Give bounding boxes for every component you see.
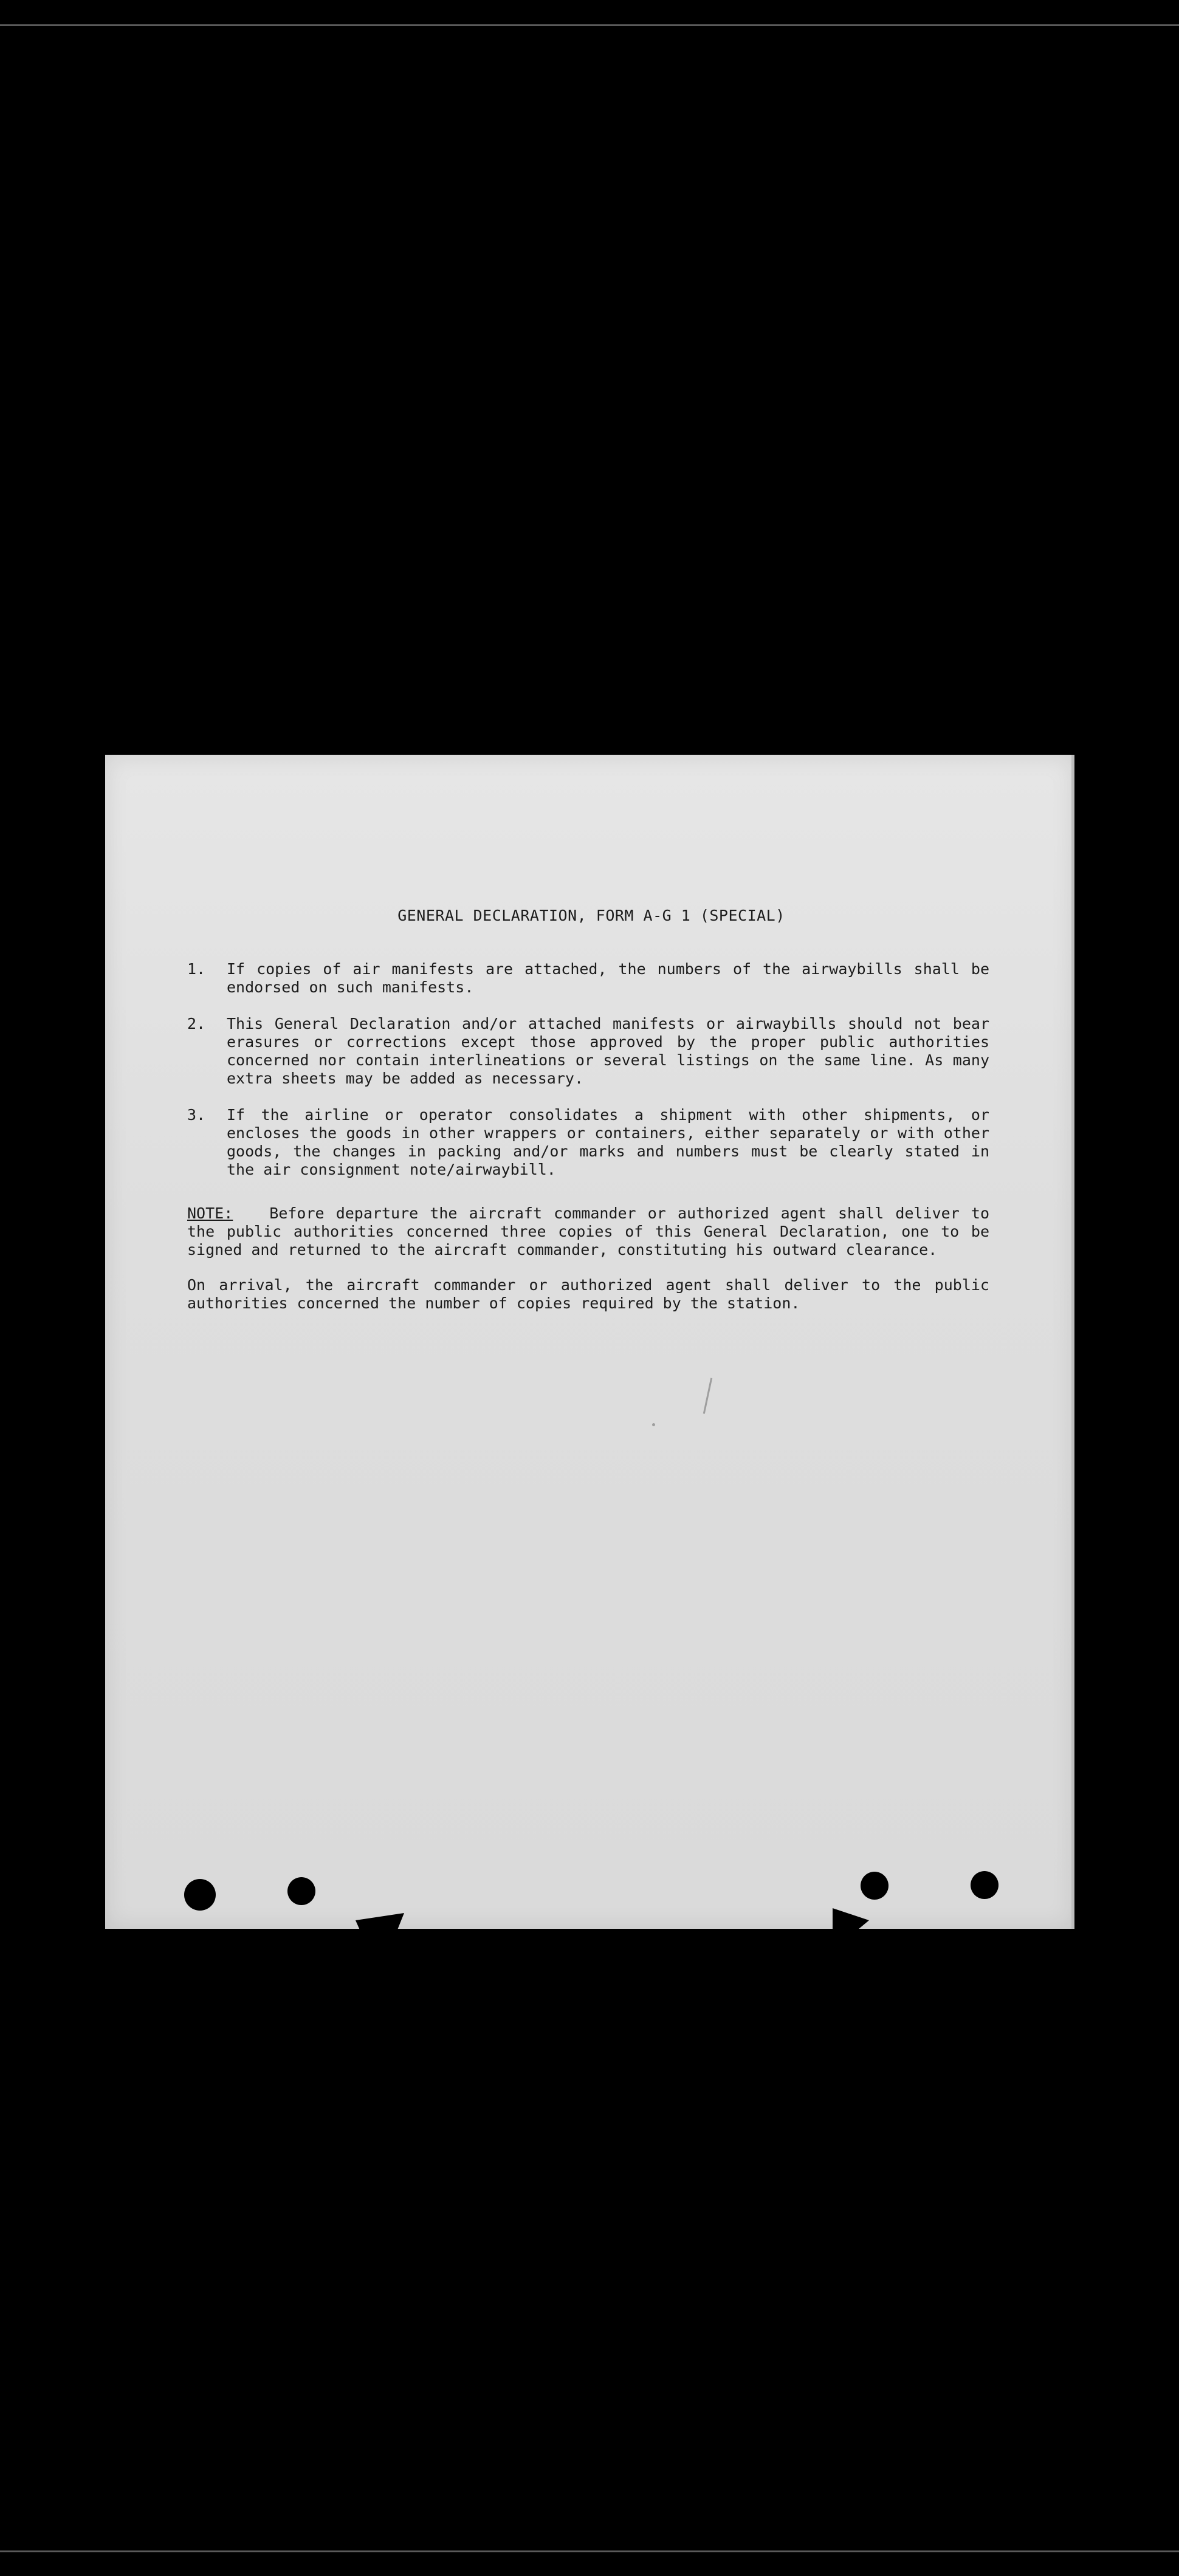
list-item xyxy=(187,960,989,997)
film-frame-bottom-line xyxy=(0,2550,1179,2552)
punch-hole-right-2 xyxy=(971,1871,999,1899)
punch-hole-left-1 xyxy=(184,1879,216,1911)
note-paragraph xyxy=(187,1204,989,1259)
list-item xyxy=(187,1106,989,1179)
item-number: 2. xyxy=(187,1015,206,1032)
film-frame-top-line xyxy=(0,24,1179,26)
scan-mark xyxy=(703,1378,712,1413)
item-text: This General Declaration and/or attached manifests or airwaybills should not bear erasures or corrections except those approved by the proper public authorities concerned nor contain interlineations or several listings on the same line. As many extra sheets may be added as necessary. xyxy=(227,1015,989,1087)
note-text: Before departure the aircraft commander or authorized agent shall deliver to the public authorities concerned three copies of this General Declaration, one to be signed and returned to the aircraft commander, constituting his outward clearance. xyxy=(187,1204,989,1259)
document-page xyxy=(105,755,1074,1929)
item-number: 3. xyxy=(187,1106,206,1124)
scan-mark xyxy=(652,1423,655,1426)
punch-hole-right-1 xyxy=(861,1872,889,1900)
item-text: If the airline or operator consolidates a shipment with other shipments, or encloses the goods in other wrappers or containers, either separately or with other goods, the changes in packing and/or marks and numbers must be clearly stated in the air consignment note/airwaybill. xyxy=(227,1106,989,1178)
page-right-edge xyxy=(1071,755,1074,1929)
punch-hole-left-2 xyxy=(287,1877,315,1905)
arrival-paragraph: On arrival, the aircraft commander or authorized agent shall deliver to the public authorities concerned the number of copies required by the station. xyxy=(187,1276,989,1312)
note-label: NOTE: xyxy=(187,1204,233,1222)
item-text: If copies of air manifests are attached, the numbers of the airwaybills shall be endorsed on such manifests. xyxy=(227,960,989,996)
item-number: 1. xyxy=(187,960,206,978)
document-title: GENERAL DECLARATION, FORM A-G 1 (SPECIAL) xyxy=(397,907,785,924)
list-item xyxy=(187,1015,989,1088)
document-body xyxy=(187,960,989,1313)
